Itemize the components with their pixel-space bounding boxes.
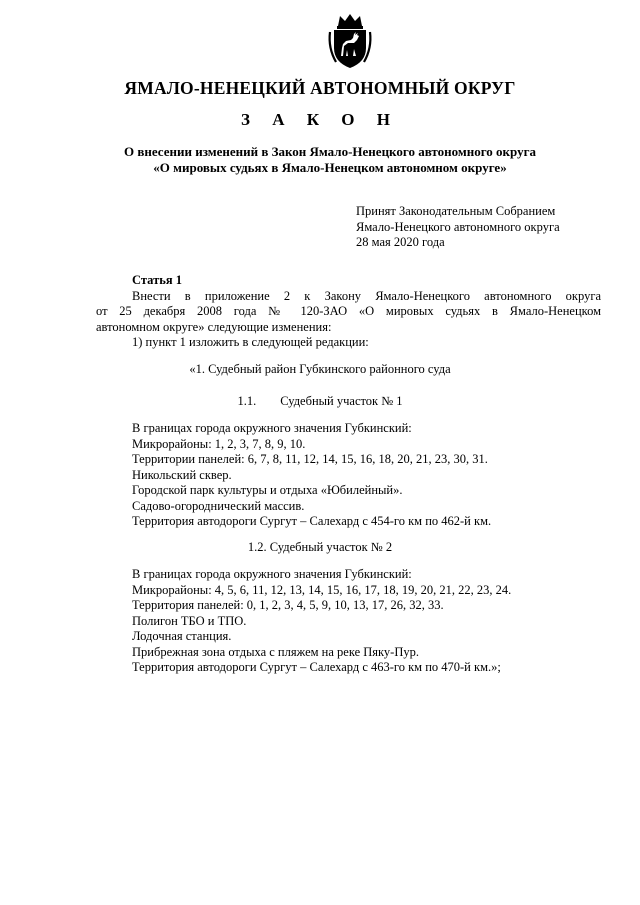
- subtitle-line: О внесении изменений в Закон Ямало-Ненецкого автономного округа: [123, 144, 536, 159]
- section-2-line: Микрорайоны: 4, 5, 6, 11, 12, 13, 14, 15, 16, 17, 18, 19, 20, 21, 22, 23, 24.: [132, 582, 512, 597]
- law-subtitle: [0, 144, 640, 175]
- adoption-line: Ямало-Ненецкого автономного округа: [356, 219, 560, 234]
- section-2-line: В границах города окружного значения Губкинский:: [132, 567, 412, 581]
- section-1-line: Никольский сквер.: [132, 467, 232, 482]
- article-intro-line: автономном округе» следующие изменения:: [96, 319, 332, 334]
- adoption-note: [356, 204, 560, 251]
- article-1: [96, 273, 601, 351]
- section-2-line: Полигон ТБО и ТПО.: [132, 613, 247, 628]
- article-intro-line: от 25 декабря 2008 года № 120-ЗАО «О мировых судьях в Ямало-Ненецком: [96, 304, 601, 318]
- district-title: «1. Судебный район Губкинского районного суда: [189, 362, 451, 376]
- section-2-line: Прибрежная зона отдыха с пляжем на реке Пяку-Пур.: [132, 644, 419, 659]
- article-title: Статья 1: [132, 273, 182, 287]
- coat-of-arms-emblem: [326, 12, 374, 70]
- section-2-line: Лодочная станция.: [132, 629, 232, 643]
- section-1-line: Территории панелей: 6, 7, 8, 11, 12, 14, 15, 16, 18, 20, 21, 23, 30, 31.: [132, 452, 488, 466]
- section-1-line: В границах города окружного значения Губкинский:: [132, 421, 412, 435]
- subtitle-line: «О мировых судьях в Ямало-Ненецком автономном округе»: [153, 159, 507, 175]
- article-point: 1) пункт 1 изложить в следующей редакции:: [132, 335, 369, 349]
- section-2-body: [132, 567, 511, 676]
- section-1-line: Садово-огороднический массив.: [132, 498, 305, 513]
- region-heading: ЯМАЛО-НЕНЕЦКИЙ АВТОНОМНЫЙ ОКРУГ: [124, 78, 516, 98]
- article-intro-line: Внести в приложение 2 к Закону Ямало-Ненецкого автономного округа: [132, 288, 601, 303]
- section-1-number: 1.1.: [237, 394, 257, 408]
- section-1-line: Территория автодороги Сургут – Салехард с 454-го км по 462-й км.: [132, 514, 492, 528]
- section-2-heading: 1.2. Судебный участок № 2: [247, 540, 393, 554]
- section-1-line: Городской парк культуры и отдыха «Юбилейный».: [132, 483, 403, 497]
- section-1-line: Микрорайоны: 1, 2, 3, 7, 8, 9, 10.: [132, 436, 306, 451]
- adoption-line: 28 мая 2020 года: [356, 235, 445, 249]
- section-2-line: Территория панелей: 0, 1, 2, 3, 4, 5, 9, 10, 13, 17, 26, 32, 33.: [132, 598, 444, 612]
- document-type-heading: З А К О Н: [240, 110, 400, 129]
- section-2-line: Территория автодороги Сургут – Салехард с 463-го км по 470-й км.»;: [132, 660, 501, 674]
- section-1-heading: [0, 394, 640, 409]
- section-1-title: Судебный участок № 1: [280, 394, 403, 408]
- section-1-body: [132, 421, 491, 530]
- adoption-line: Принят Законодательным Собранием: [356, 204, 556, 218]
